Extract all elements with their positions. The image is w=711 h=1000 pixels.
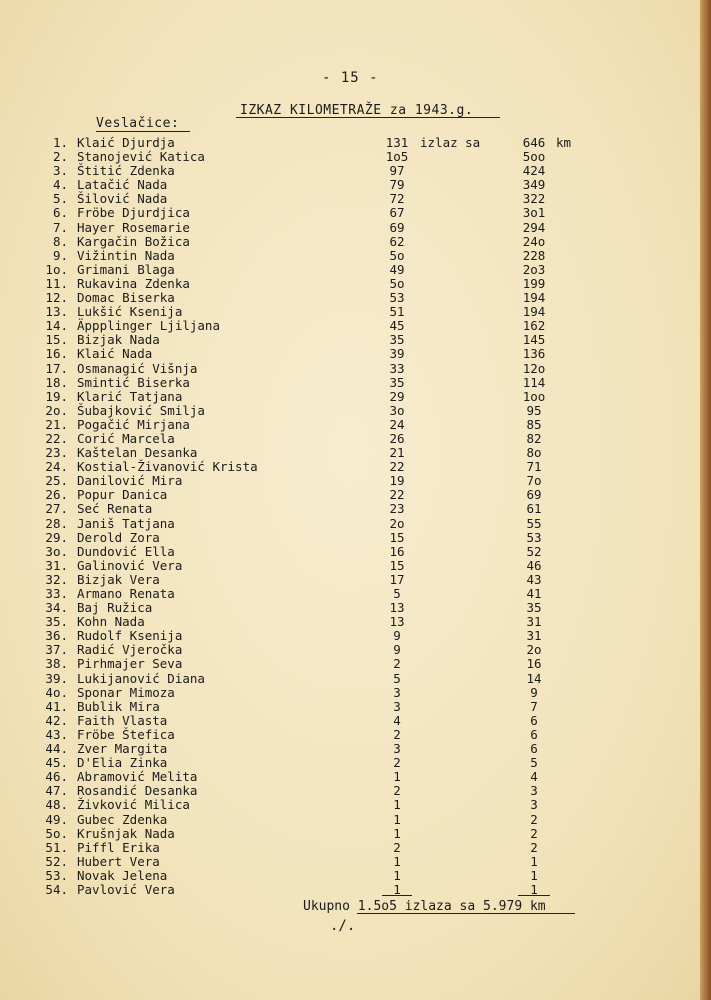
outings-count: 15 xyxy=(389,557,405,573)
row-number: 35. xyxy=(45,614,68,630)
rower-name: Rukavina Zdenka xyxy=(77,275,190,291)
kilometers-value: 69 xyxy=(526,487,542,503)
rower-name: Bizjak Nada xyxy=(77,332,160,348)
list-item xyxy=(0,700,700,714)
kilometers-value: 31 xyxy=(526,628,542,644)
km-sum-rule xyxy=(518,895,550,896)
outings-count: 2 xyxy=(393,839,401,855)
rower-name: Pavlović Vera xyxy=(77,881,175,897)
rower-name: Grimani Blaga xyxy=(77,261,175,277)
list-item xyxy=(0,221,700,235)
list-item xyxy=(0,784,700,798)
rower-name: Bizjak Vera xyxy=(77,571,160,587)
kilometers-value: 46 xyxy=(526,557,542,573)
total-underline xyxy=(357,913,575,914)
row-number: 29. xyxy=(45,529,68,545)
row-number: 11. xyxy=(45,275,68,291)
kilometers-value: 2 xyxy=(530,839,538,855)
kilometers-value: 41 xyxy=(526,586,542,601)
row-number: 43. xyxy=(45,726,68,742)
rower-name: Sponar Mimoza xyxy=(77,684,175,700)
list-item xyxy=(0,432,700,446)
rower-name: Šilović Nada xyxy=(77,191,168,207)
row-number: 21. xyxy=(45,416,68,432)
rower-name: Kaštelan Desanka xyxy=(77,445,198,461)
rower-name: Baj Ružica xyxy=(77,600,153,616)
rower-name: Abramović Melita xyxy=(77,769,198,785)
row-number: 28. xyxy=(45,515,68,531)
rower-name: Zver Margita xyxy=(77,741,168,757)
kilometers-value: 2 xyxy=(530,811,538,827)
row-number: 47. xyxy=(45,783,68,799)
list-item xyxy=(0,559,700,573)
row-number: 38. xyxy=(45,656,68,672)
outings-count: 51 xyxy=(389,304,405,320)
outings-count: 35 xyxy=(389,332,405,348)
rower-name: Živković Milica xyxy=(77,797,190,813)
kilometers-value: 2o xyxy=(526,642,542,658)
rower-name: Kostial-Živanović Krista xyxy=(77,459,258,475)
outings-count: 5 xyxy=(393,670,401,686)
outings-count: 1 xyxy=(393,811,401,827)
list-item xyxy=(0,883,700,897)
kilometers-value: 114 xyxy=(522,374,546,390)
outings-count: 3o xyxy=(389,402,405,418)
list-item xyxy=(0,643,700,657)
outings-count: 1 xyxy=(393,797,401,813)
list-item xyxy=(0,404,700,418)
row-number: 24. xyxy=(45,459,68,475)
list-item xyxy=(0,573,700,587)
row-number: 25. xyxy=(45,473,68,489)
list-item xyxy=(0,615,700,629)
list-item xyxy=(0,277,700,291)
outings-count: 26 xyxy=(389,430,405,446)
row-number: 14. xyxy=(45,318,68,334)
list-item xyxy=(0,502,700,516)
kilometers-value: 6 xyxy=(530,726,538,742)
kilometers-value: 5 xyxy=(530,755,538,771)
kilometers-value: 294 xyxy=(522,219,546,235)
kilometers-value: 3o1 xyxy=(522,205,546,221)
rower-name: Faith Vlasta xyxy=(77,712,168,728)
outings-count: 67 xyxy=(389,205,405,221)
row-number: 41. xyxy=(45,698,68,714)
outings-count: 2 xyxy=(393,783,401,799)
rower-name: Fröbe Štefica xyxy=(77,726,175,742)
outings-count: 1 xyxy=(393,769,401,785)
outings-count: 9 xyxy=(393,642,401,658)
kilometers-value: 4 xyxy=(530,769,538,785)
outings-count: 69 xyxy=(389,219,405,235)
row-number: 23. xyxy=(45,445,68,461)
list-item xyxy=(0,601,700,615)
list-item xyxy=(0,446,700,460)
rower-name: Janiš Tatjana xyxy=(77,515,175,531)
paper-edge xyxy=(700,0,711,1000)
kilometers-value: 7 xyxy=(530,698,538,714)
rower-name: Vižintin Nada xyxy=(77,247,175,263)
list-item xyxy=(0,587,700,601)
list-item xyxy=(0,235,700,249)
rower-name: Galinović Vera xyxy=(77,557,183,573)
outings-count: 53 xyxy=(389,290,405,306)
outings-count: 79 xyxy=(389,177,405,193)
row-number: 1o. xyxy=(45,261,68,277)
rower-name: Krušnjak Nada xyxy=(77,825,175,841)
outings-count: 3 xyxy=(393,684,401,700)
row-number: 12. xyxy=(45,290,68,306)
outings-count: 2o xyxy=(389,515,405,531)
row-number: 2o. xyxy=(45,402,68,418)
outings-count: 5o xyxy=(389,247,405,263)
row-number: 51. xyxy=(45,839,68,855)
outings-count: 2 xyxy=(393,726,401,742)
row-number: 54. xyxy=(45,881,68,897)
outings-count: 3 xyxy=(393,741,401,757)
outings-count: 29 xyxy=(389,388,405,404)
outings-count: 2 xyxy=(393,755,401,771)
rower-name: Pirhmajer Seva xyxy=(77,656,183,672)
outings-count: 19 xyxy=(389,473,405,489)
list-item xyxy=(0,770,700,784)
rower-name: Seć Renata xyxy=(77,501,153,517)
list-item xyxy=(0,474,700,488)
row-number: 3. xyxy=(52,163,68,179)
list-item xyxy=(0,376,700,390)
rower-name: Štitić Zdenka xyxy=(77,163,175,179)
rower-name: Dundović Ella xyxy=(77,543,175,559)
kilometers-value: 1oo xyxy=(522,388,546,404)
outings-count: 72 xyxy=(389,191,405,207)
list-item xyxy=(0,192,700,206)
list-item xyxy=(0,347,700,361)
rower-name: Klaić Nada xyxy=(77,346,153,362)
row-number: 22. xyxy=(45,430,68,446)
outings-count: 16 xyxy=(389,543,405,559)
rower-name: Hubert Vera xyxy=(77,853,160,869)
kilometers-value: 162 xyxy=(522,318,546,334)
list-item xyxy=(0,263,700,277)
row-number: 13. xyxy=(45,304,68,320)
list-item xyxy=(0,517,700,531)
rower-name: Šubajković Smilja xyxy=(77,402,205,418)
row-number: 46. xyxy=(45,769,68,785)
list-item xyxy=(0,742,700,756)
list-item xyxy=(0,545,700,559)
outings-count: 13 xyxy=(389,614,405,630)
outings-count: 1 xyxy=(393,881,401,897)
rower-name: Lukšić Ksenija xyxy=(77,304,183,320)
rower-name: Osmanagić Višnja xyxy=(77,360,198,376)
row-number: 36. xyxy=(45,628,68,644)
row-number: 53. xyxy=(45,867,68,883)
kilometers-value: 136 xyxy=(522,346,546,362)
row-number: 42. xyxy=(45,712,68,728)
list-item xyxy=(0,390,700,404)
section-heading-underline xyxy=(96,131,190,132)
row-number: 32. xyxy=(45,571,68,587)
kilometers-value: 2 xyxy=(530,825,538,841)
kilometers-value: 55 xyxy=(526,515,542,531)
rower-name: Novak Jelena xyxy=(77,867,168,883)
kilometers-value: 53 xyxy=(526,529,542,545)
kilometers-value: 43 xyxy=(526,571,542,587)
kilometers-value: 61 xyxy=(526,501,542,517)
mileage-list xyxy=(0,136,700,897)
section-heading: Veslačice: xyxy=(96,116,180,131)
kilometers-value: 6 xyxy=(530,741,538,757)
rower-name: Domac Biserka xyxy=(77,290,175,306)
rower-name: Fröbe Djurdjica xyxy=(77,205,190,221)
list-item xyxy=(0,714,700,728)
outings-count: 23 xyxy=(389,501,405,517)
outings-count: 15 xyxy=(389,529,405,545)
document-title: IZKAZ KILOMETRAŽE za 1943.g. xyxy=(240,103,474,118)
rower-name: Danilović Mira xyxy=(77,473,183,489)
row-number: 15. xyxy=(45,332,68,348)
rower-name: Kargačin Božica xyxy=(77,233,190,249)
rower-name: Rosandić Desanka xyxy=(77,783,198,799)
list-item xyxy=(0,798,700,812)
list-item xyxy=(0,855,700,869)
kilometers-value: 85 xyxy=(526,416,542,432)
list-item xyxy=(0,869,700,883)
outings-label: izlaz sa xyxy=(420,135,481,150)
list-item xyxy=(0,291,700,305)
row-number: 39. xyxy=(45,670,68,686)
list-item xyxy=(0,531,700,545)
list-item xyxy=(0,827,700,841)
kilometers-value: 228 xyxy=(522,247,546,263)
kilometers-value: 14 xyxy=(526,670,542,686)
outings-count: 2 xyxy=(393,656,401,672)
kilometers-value: 145 xyxy=(522,332,546,348)
list-item xyxy=(0,362,700,376)
kilometers-value: 199 xyxy=(522,275,546,291)
list-item xyxy=(0,813,700,827)
outings-count: 1 xyxy=(393,853,401,869)
outings-count: 39 xyxy=(389,346,405,362)
kilometers-value: 3 xyxy=(530,797,538,813)
list-item xyxy=(0,756,700,770)
kilometers-value: 52 xyxy=(526,543,542,559)
row-number: 5. xyxy=(52,191,68,207)
kilometers-value: 24o xyxy=(522,233,546,249)
outings-count: 1 xyxy=(393,867,401,883)
kilometers-value: 5oo xyxy=(522,149,546,165)
outings-count: 35 xyxy=(389,374,405,390)
km-unit: km xyxy=(556,135,572,150)
list-item xyxy=(0,319,700,333)
row-number: 4. xyxy=(52,177,68,193)
rower-name: Popur Danica xyxy=(77,487,168,503)
kilometers-value: 1 xyxy=(530,867,538,883)
kilometers-value: 7o xyxy=(526,473,542,489)
rower-name: Latačić Nada xyxy=(77,177,168,193)
row-number: 33. xyxy=(45,586,68,601)
outings-count: 24 xyxy=(389,416,405,432)
list-item xyxy=(0,164,700,178)
rower-name: Hayer Rosemarie xyxy=(77,219,190,235)
row-number: 18. xyxy=(45,374,68,390)
outings-count: 22 xyxy=(389,487,405,503)
title-underline xyxy=(236,117,500,118)
kilometers-value: 95 xyxy=(526,402,542,418)
row-number: 27. xyxy=(45,501,68,517)
kilometers-value: 9 xyxy=(530,684,538,700)
rower-name: Radić Vjeročka xyxy=(77,642,183,658)
kilometers-value: 322 xyxy=(522,191,546,207)
row-number: 7. xyxy=(52,219,68,235)
row-number: 16. xyxy=(45,346,68,362)
end-mark: ./. xyxy=(330,918,356,934)
row-number: 45. xyxy=(45,755,68,771)
row-number: 19. xyxy=(45,388,68,404)
rower-name: Piffl Erika xyxy=(77,839,160,855)
rower-name: Klaić Djurdja xyxy=(77,135,175,150)
rower-name: Gubec Zdenka xyxy=(77,811,168,827)
row-number: 48. xyxy=(45,797,68,813)
kilometers-value: 6 xyxy=(530,712,538,728)
kilometers-value: 424 xyxy=(522,163,546,179)
row-number: 17. xyxy=(45,360,68,376)
row-number: 3o. xyxy=(45,543,68,559)
kilometers-value: 194 xyxy=(522,304,546,320)
row-number: 9. xyxy=(52,247,68,263)
row-number: 26. xyxy=(45,487,68,503)
row-number: 5o. xyxy=(45,825,68,841)
rower-name: Rudolf Ksenija xyxy=(77,628,183,644)
kilometers-value: 3 xyxy=(530,783,538,799)
kilometers-value: 12o xyxy=(522,360,546,376)
list-item xyxy=(0,686,700,700)
row-number: 31. xyxy=(45,557,68,573)
list-item xyxy=(0,460,700,474)
row-number: 1. xyxy=(52,135,68,150)
rower-name: Pogačić Mirjana xyxy=(77,416,190,432)
rower-name: Äppplinger Ljiljana xyxy=(77,318,220,334)
outings-count: 17 xyxy=(389,571,405,587)
kilometers-value: 82 xyxy=(526,430,542,446)
row-number: 49. xyxy=(45,811,68,827)
kilometers-value: 646 xyxy=(522,135,546,150)
page-number: - 15 - xyxy=(322,70,379,86)
kilometers-value: 8o xyxy=(526,445,542,461)
outings-count: 9 xyxy=(393,628,401,644)
rower-name: Armano Renata xyxy=(77,586,175,601)
rower-name: Stanojević Katica xyxy=(77,149,205,165)
outings-count: 1 xyxy=(393,825,401,841)
list-item xyxy=(0,728,700,742)
outings-count: 33 xyxy=(389,360,405,376)
outings-count: 5o xyxy=(389,275,405,291)
list-item xyxy=(0,136,700,150)
total-line: Ukupno 1.5o5 izlaza sa 5.979 km xyxy=(303,899,546,914)
list-item xyxy=(0,305,700,319)
outings-count: 97 xyxy=(389,163,405,179)
row-number: 52. xyxy=(45,853,68,869)
outings-count: 45 xyxy=(389,318,405,334)
list-item xyxy=(0,841,700,855)
list-item xyxy=(0,150,700,164)
outings-count: 22 xyxy=(389,459,405,475)
outings-count: 4 xyxy=(393,712,401,728)
outings-count: 13 xyxy=(389,600,405,616)
row-number: 34. xyxy=(45,600,68,616)
list-item xyxy=(0,672,700,686)
rower-name: Klarić Tatjana xyxy=(77,388,183,404)
outings-sum-rule xyxy=(382,895,412,896)
list-item xyxy=(0,178,700,192)
rower-name: Corić Marcela xyxy=(77,430,175,446)
kilometers-value: 194 xyxy=(522,290,546,306)
outings-count: 62 xyxy=(389,233,405,249)
kilometers-value: 1 xyxy=(530,881,538,897)
row-number: 37. xyxy=(45,642,68,658)
row-number: 6. xyxy=(52,205,68,221)
row-number: 2. xyxy=(52,149,68,165)
kilometers-value: 71 xyxy=(526,459,542,475)
outings-count: 1o5 xyxy=(385,149,409,165)
list-item xyxy=(0,418,700,432)
list-item xyxy=(0,333,700,347)
kilometers-value: 31 xyxy=(526,614,542,630)
rower-name: Bublik Mira xyxy=(77,698,160,714)
rower-name: D'Elia Zinka xyxy=(77,755,168,771)
kilometers-value: 1 xyxy=(530,853,538,869)
rower-name: Derold Zora xyxy=(77,529,160,545)
outings-count: 21 xyxy=(389,445,405,461)
outings-count: 5 xyxy=(393,586,401,601)
kilometers-value: 349 xyxy=(522,177,546,193)
row-number: 8. xyxy=(52,233,68,249)
list-item xyxy=(0,657,700,671)
outings-count: 3 xyxy=(393,698,401,714)
list-item xyxy=(0,488,700,502)
rower-name: Kohn Nada xyxy=(77,614,145,630)
kilometers-value: 16 xyxy=(526,656,542,672)
kilometers-value: 2o3 xyxy=(522,261,546,277)
row-number: 44. xyxy=(45,741,68,757)
outings-count: 131 xyxy=(385,135,409,150)
list-item xyxy=(0,206,700,220)
rower-name: Lukijanović Diana xyxy=(77,670,205,686)
list-item xyxy=(0,249,700,263)
row-number: 4o. xyxy=(45,684,68,700)
kilometers-value: 35 xyxy=(526,600,542,616)
outings-count: 49 xyxy=(389,261,405,277)
rower-name: Smintić Biserka xyxy=(77,374,190,390)
list-item xyxy=(0,629,700,643)
